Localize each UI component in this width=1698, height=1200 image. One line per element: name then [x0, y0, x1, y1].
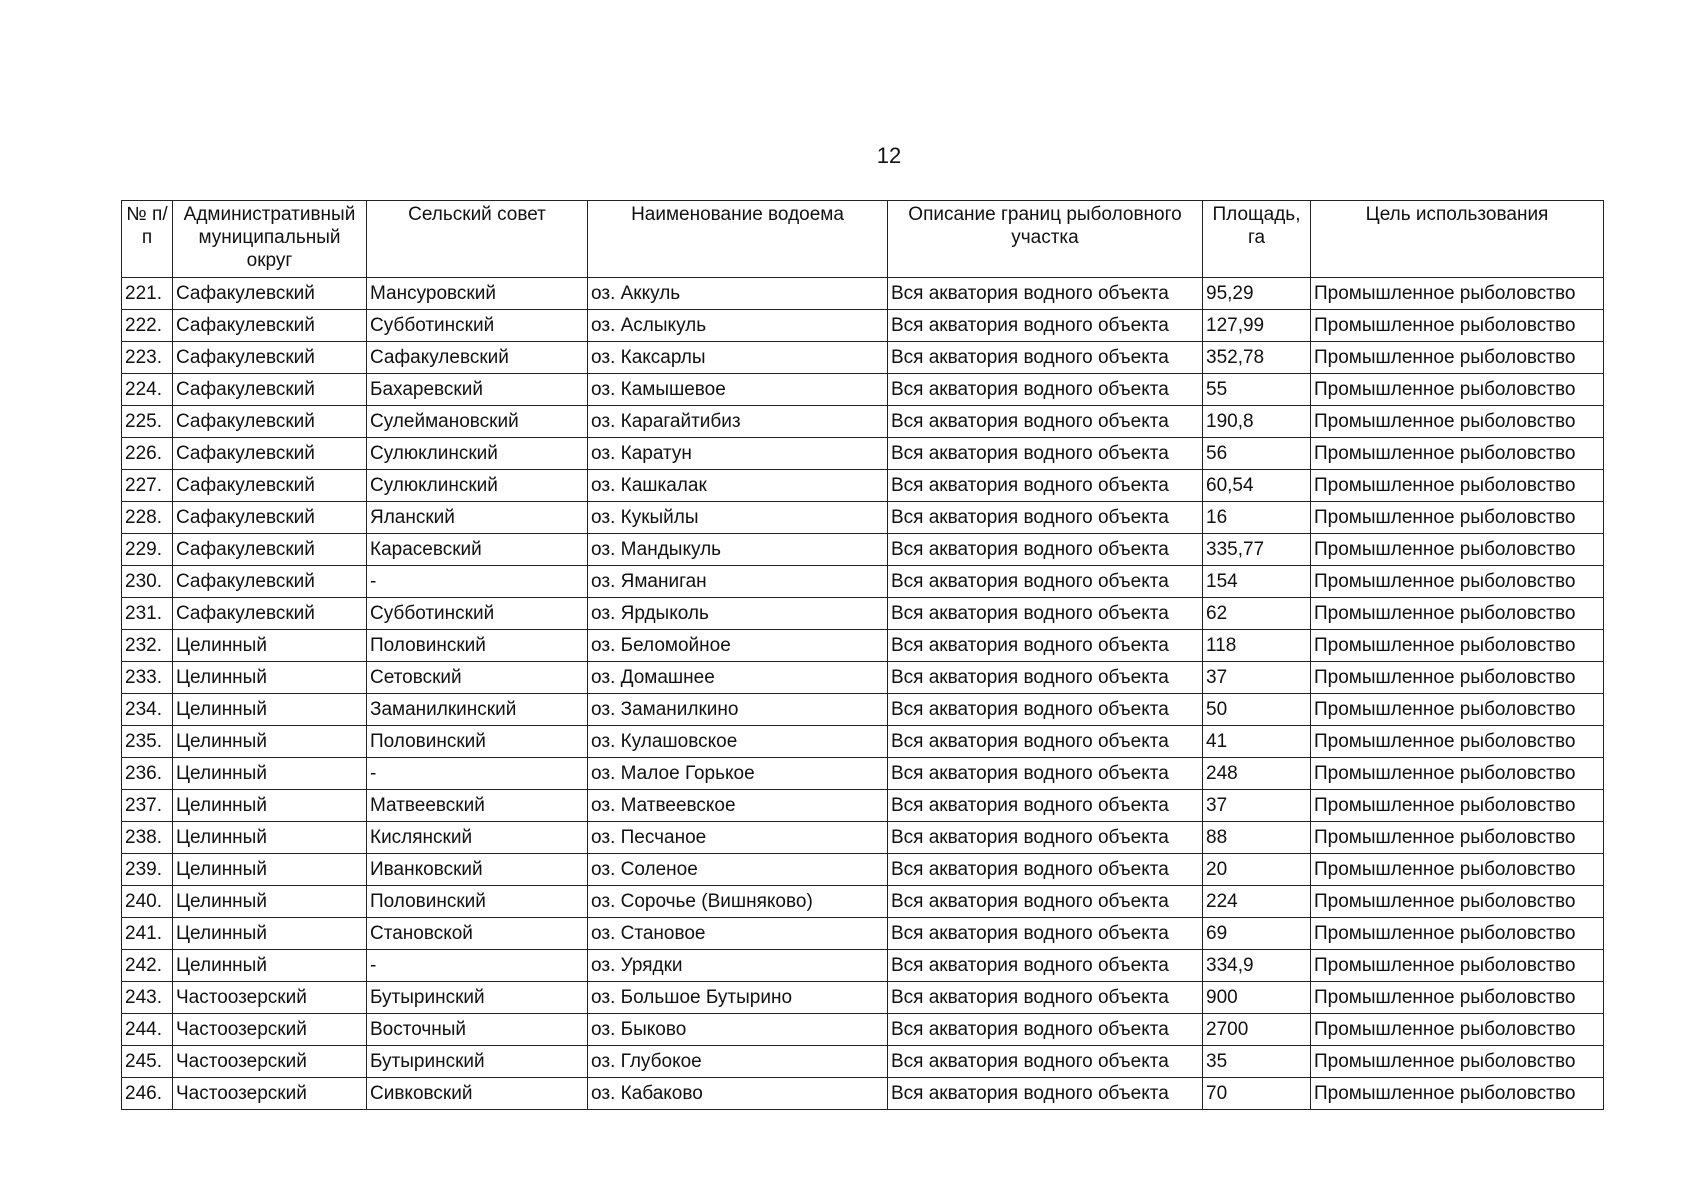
table-row [122, 886, 1604, 918]
cell-boundaries: Вся акватория водного объекта [888, 726, 1203, 758]
cell-water-body: оз. Песчаное [588, 822, 888, 854]
cell-water-body: оз. Домашнее [588, 662, 888, 694]
cell-district: Целинный [173, 694, 367, 726]
cell-num: 234. [122, 694, 173, 726]
cell-area: 41 [1203, 726, 1311, 758]
table-row [122, 982, 1604, 1014]
header-water-body: Наименование водоема [588, 201, 888, 278]
cell-water-body: оз. Камышевое [588, 374, 888, 406]
cell-area: 62 [1203, 598, 1311, 630]
cell-area: 70 [1203, 1078, 1311, 1110]
cell-water-body: оз. Аккуль [588, 278, 888, 310]
cell-purpose: Промышленное рыболовство [1311, 342, 1604, 374]
cell-district: Целинный [173, 662, 367, 694]
cell-area: 88 [1203, 822, 1311, 854]
cell-boundaries: Вся акватория водного объекта [888, 1078, 1203, 1110]
cell-district: Целинный [173, 758, 367, 790]
cell-num: 225. [122, 406, 173, 438]
cell-num: 246. [122, 1078, 173, 1110]
cell-purpose: Промышленное рыболовство [1311, 1046, 1604, 1078]
cell-district: Частоозерский [173, 982, 367, 1014]
table-header-row [122, 201, 1604, 278]
cell-council: Становской [367, 918, 588, 950]
cell-num: 245. [122, 1046, 173, 1078]
cell-area: 224 [1203, 886, 1311, 918]
cell-boundaries: Вся акватория водного объекта [888, 822, 1203, 854]
cell-council: - [367, 566, 588, 598]
cell-water-body: оз. Беломойное [588, 630, 888, 662]
header-boundaries: Описание границ рыболовного участка [888, 201, 1203, 278]
cell-boundaries: Вся акватория водного объекта [888, 1046, 1203, 1078]
cell-council: Сивковский [367, 1078, 588, 1110]
cell-num: 236. [122, 758, 173, 790]
table-row [122, 598, 1604, 630]
cell-purpose: Промышленное рыболовство [1311, 886, 1604, 918]
cell-boundaries: Вся акватория водного объекта [888, 470, 1203, 502]
cell-water-body: оз. Ярдыколь [588, 598, 888, 630]
cell-district: Частоозерский [173, 1046, 367, 1078]
fishing-areas-table [121, 200, 1604, 1110]
cell-area: 60,54 [1203, 470, 1311, 502]
cell-water-body: оз. Каксарлы [588, 342, 888, 374]
cell-boundaries: Вся акватория водного объекта [888, 502, 1203, 534]
cell-council: Мансуровский [367, 278, 588, 310]
cell-district: Сафакулевский [173, 310, 367, 342]
cell-water-body: оз. Становое [588, 918, 888, 950]
cell-district: Целинный [173, 726, 367, 758]
cell-purpose: Промышленное рыболовство [1311, 630, 1604, 662]
cell-area: 248 [1203, 758, 1311, 790]
cell-area: 900 [1203, 982, 1311, 1014]
cell-boundaries: Вся акватория водного объекта [888, 694, 1203, 726]
cell-council: Сулюклинский [367, 438, 588, 470]
cell-purpose: Промышленное рыболовство [1311, 374, 1604, 406]
cell-area: 127,99 [1203, 310, 1311, 342]
table-row [122, 470, 1604, 502]
table-row [122, 438, 1604, 470]
cell-num: 237. [122, 790, 173, 822]
cell-boundaries: Вся акватория водного объекта [888, 438, 1203, 470]
table-body [122, 278, 1604, 1110]
cell-num: 222. [122, 310, 173, 342]
cell-water-body: оз. Глубокое [588, 1046, 888, 1078]
cell-district: Целинный [173, 854, 367, 886]
cell-purpose: Промышленное рыболовство [1311, 598, 1604, 630]
table-row [122, 790, 1604, 822]
cell-area: 35 [1203, 1046, 1311, 1078]
cell-purpose: Промышленное рыболовство [1311, 950, 1604, 982]
cell-num: 230. [122, 566, 173, 598]
cell-council: Заманилкинский [367, 694, 588, 726]
cell-num: 241. [122, 918, 173, 950]
cell-boundaries: Вся акватория водного объекта [888, 662, 1203, 694]
cell-area: 352,78 [1203, 342, 1311, 374]
table-row [122, 278, 1604, 310]
cell-boundaries: Вся акватория водного объекта [888, 1014, 1203, 1046]
cell-purpose: Промышленное рыболовство [1311, 470, 1604, 502]
cell-purpose: Промышленное рыболовство [1311, 534, 1604, 566]
table-row [122, 918, 1604, 950]
cell-purpose: Промышленное рыболовство [1311, 982, 1604, 1014]
cell-num: 240. [122, 886, 173, 918]
cell-num: 244. [122, 1014, 173, 1046]
cell-num: 242. [122, 950, 173, 982]
cell-purpose: Промышленное рыболовство [1311, 918, 1604, 950]
header-num: № п/п [122, 201, 173, 278]
cell-area: 335,77 [1203, 534, 1311, 566]
cell-purpose: Промышленное рыболовство [1311, 662, 1604, 694]
cell-area: 190,8 [1203, 406, 1311, 438]
cell-council: Сулеймановский [367, 406, 588, 438]
cell-purpose: Промышленное рыболовство [1311, 854, 1604, 886]
header-area: Площадь, га [1203, 201, 1311, 278]
cell-area: 16 [1203, 502, 1311, 534]
cell-boundaries: Вся акватория водного объекта [888, 630, 1203, 662]
cell-water-body: оз. Кулашовское [588, 726, 888, 758]
page-number: 12 [876, 143, 902, 168]
table-row [122, 1046, 1604, 1078]
header-purpose: Цель использования [1311, 201, 1604, 278]
table-row [122, 374, 1604, 406]
cell-district: Целинный [173, 630, 367, 662]
cell-council: Яланский [367, 502, 588, 534]
cell-water-body: оз. Кабаково [588, 1078, 888, 1110]
cell-water-body: оз. Малое Горькое [588, 758, 888, 790]
cell-num: 238. [122, 822, 173, 854]
cell-district: Целинный [173, 918, 367, 950]
cell-boundaries: Вся акватория водного объекта [888, 854, 1203, 886]
table-row [122, 726, 1604, 758]
cell-purpose: Промышленное рыболовство [1311, 1078, 1604, 1110]
cell-district: Сафакулевский [173, 598, 367, 630]
cell-water-body: оз. Быково [588, 1014, 888, 1046]
cell-purpose: Промышленное рыболовство [1311, 278, 1604, 310]
table-row [122, 406, 1604, 438]
cell-water-body: оз. Кашкалак [588, 470, 888, 502]
cell-water-body: оз. Сорочье (Вишняково) [588, 886, 888, 918]
cell-district: Сафакулевский [173, 502, 367, 534]
cell-water-body: оз. Матвеевское [588, 790, 888, 822]
table-row [122, 310, 1604, 342]
cell-purpose: Промышленное рыболовство [1311, 822, 1604, 854]
cell-area: 37 [1203, 790, 1311, 822]
cell-district: Сафакулевский [173, 374, 367, 406]
cell-purpose: Промышленное рыболовство [1311, 502, 1604, 534]
cell-council: Сафакулевский [367, 342, 588, 374]
table-row [122, 502, 1604, 534]
cell-district: Сафакулевский [173, 534, 367, 566]
table-row [122, 630, 1604, 662]
cell-district: Сафакулевский [173, 278, 367, 310]
cell-district: Целинный [173, 950, 367, 982]
cell-purpose: Промышленное рыболовство [1311, 790, 1604, 822]
cell-purpose: Промышленное рыболовство [1311, 694, 1604, 726]
cell-num: 239. [122, 854, 173, 886]
cell-area: 56 [1203, 438, 1311, 470]
cell-num: 228. [122, 502, 173, 534]
table-row [122, 342, 1604, 374]
cell-council: Сетовский [367, 662, 588, 694]
table-row [122, 534, 1604, 566]
cell-num: 226. [122, 438, 173, 470]
cell-num: 221. [122, 278, 173, 310]
cell-boundaries: Вся акватория водного объекта [888, 566, 1203, 598]
cell-num: 232. [122, 630, 173, 662]
table-row [122, 1078, 1604, 1110]
cell-council: Половинский [367, 726, 588, 758]
cell-boundaries: Вся акватория водного объекта [888, 598, 1203, 630]
cell-boundaries: Вся акватория водного объекта [888, 886, 1203, 918]
cell-council: Субботинский [367, 310, 588, 342]
cell-water-body: оз. Кукыйлы [588, 502, 888, 534]
header-council: Сельский совет [367, 201, 588, 278]
cell-area: 154 [1203, 566, 1311, 598]
cell-district: Целинный [173, 886, 367, 918]
table-row [122, 1014, 1604, 1046]
cell-district: Сафакулевский [173, 342, 367, 374]
cell-district: Целинный [173, 822, 367, 854]
cell-council: Восточный [367, 1014, 588, 1046]
cell-water-body: оз. Большое Бутырино [588, 982, 888, 1014]
cell-council: Кислянский [367, 822, 588, 854]
cell-district: Сафакулевский [173, 470, 367, 502]
cell-num: 243. [122, 982, 173, 1014]
cell-council: Бутыринский [367, 1046, 588, 1078]
cell-council: Половинский [367, 630, 588, 662]
cell-district: Сафакулевский [173, 438, 367, 470]
cell-boundaries: Вся акватория водного объекта [888, 950, 1203, 982]
cell-area: 55 [1203, 374, 1311, 406]
cell-water-body: оз. Яманиган [588, 566, 888, 598]
cell-num: 233. [122, 662, 173, 694]
cell-council: Иванковский [367, 854, 588, 886]
cell-boundaries: Вся акватория водного объекта [888, 278, 1203, 310]
table-row [122, 566, 1604, 598]
cell-water-body: оз. Мандыкуль [588, 534, 888, 566]
cell-area: 50 [1203, 694, 1311, 726]
cell-num: 229. [122, 534, 173, 566]
cell-area: 2700 [1203, 1014, 1311, 1046]
cell-area: 334,9 [1203, 950, 1311, 982]
cell-purpose: Промышленное рыболовство [1311, 438, 1604, 470]
cell-district: Сафакулевский [173, 566, 367, 598]
cell-water-body: оз. Аслыкуль [588, 310, 888, 342]
cell-boundaries: Вся акватория водного объекта [888, 790, 1203, 822]
cell-council: Карасевский [367, 534, 588, 566]
cell-area: 20 [1203, 854, 1311, 886]
cell-purpose: Промышленное рыболовство [1311, 406, 1604, 438]
cell-boundaries: Вся акватория водного объекта [888, 918, 1203, 950]
cell-purpose: Промышленное рыболовство [1311, 310, 1604, 342]
cell-area: 95,29 [1203, 278, 1311, 310]
cell-num: 231. [122, 598, 173, 630]
cell-council: Субботинский [367, 598, 588, 630]
cell-water-body: оз. Соленое [588, 854, 888, 886]
cell-num: 227. [122, 470, 173, 502]
cell-boundaries: Вся акватория водного объекта [888, 406, 1203, 438]
cell-water-body: оз. Заманилкино [588, 694, 888, 726]
cell-area: 69 [1203, 918, 1311, 950]
cell-num: 224. [122, 374, 173, 406]
cell-boundaries: Вся акватория водного объекта [888, 758, 1203, 790]
cell-num: 235. [122, 726, 173, 758]
cell-boundaries: Вся акватория водного объекта [888, 310, 1203, 342]
cell-area: 37 [1203, 662, 1311, 694]
table-row [122, 854, 1604, 886]
table-row [122, 950, 1604, 982]
table-row [122, 694, 1604, 726]
cell-council: Сулюклинский [367, 470, 588, 502]
cell-council: Бахаревский [367, 374, 588, 406]
cell-water-body: оз. Урядки [588, 950, 888, 982]
cell-boundaries: Вся акватория водного объекта [888, 374, 1203, 406]
table-row [122, 822, 1604, 854]
cell-council: Матвеевский [367, 790, 588, 822]
cell-council: Бутыринский [367, 982, 588, 1014]
cell-num: 223. [122, 342, 173, 374]
cell-purpose: Промышленное рыболовство [1311, 726, 1604, 758]
cell-water-body: оз. Каратун [588, 438, 888, 470]
cell-water-body: оз. Карагайтибиз [588, 406, 888, 438]
table-row [122, 758, 1604, 790]
cell-council: Половинский [367, 886, 588, 918]
cell-purpose: Промышленное рыболовство [1311, 1014, 1604, 1046]
cell-council: - [367, 758, 588, 790]
table-row [122, 662, 1604, 694]
cell-district: Целинный [173, 790, 367, 822]
cell-district: Частоозерский [173, 1014, 367, 1046]
cell-boundaries: Вся акватория водного объекта [888, 982, 1203, 1014]
cell-purpose: Промышленное рыболовство [1311, 566, 1604, 598]
cell-boundaries: Вся акватория водного объекта [888, 342, 1203, 374]
cell-area: 118 [1203, 630, 1311, 662]
cell-boundaries: Вся акватория водного объекта [888, 534, 1203, 566]
cell-council: - [367, 950, 588, 982]
cell-purpose: Промышленное рыболовство [1311, 758, 1604, 790]
header-district: Административный муниципальный округ [173, 201, 367, 278]
cell-district: Сафакулевский [173, 406, 367, 438]
cell-district: Частоозерский [173, 1078, 367, 1110]
